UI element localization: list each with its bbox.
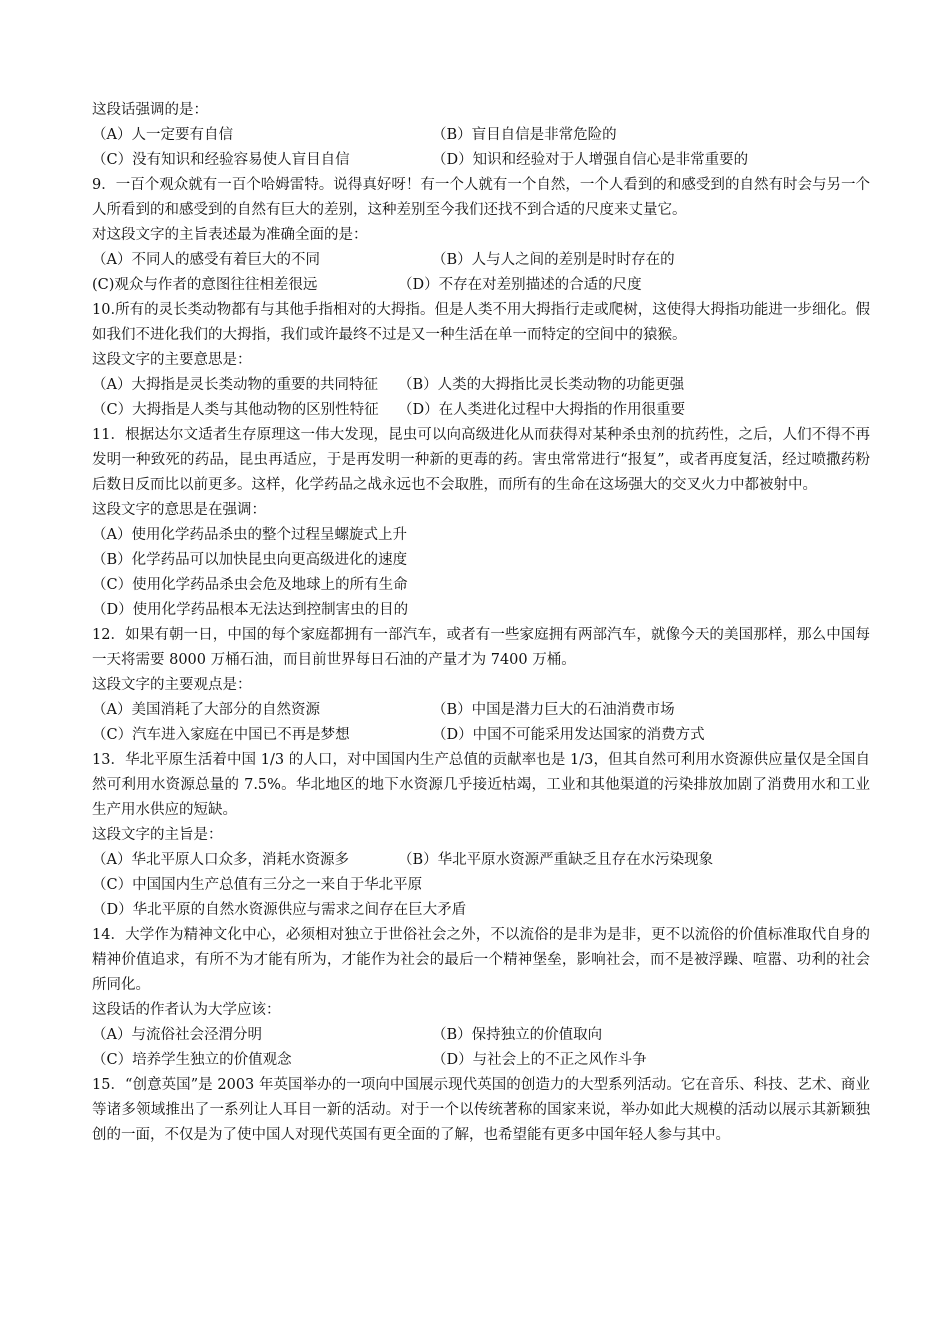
q13-option-c: （C）中国国内生产总值有三分之一来自于华北平原 [92, 877, 423, 893]
q14-options-row-2 [92, 1048, 870, 1073]
q12-options-row-1 [92, 698, 870, 723]
q11-prompt: 这段文字的意思是在强调： [92, 502, 266, 518]
q8-option-d: （D）知识和经验对于人增强自信心是非常重要的 [432, 152, 749, 168]
q14-option-a: （A）与流俗社会泾渭分明 [92, 1027, 262, 1043]
q8-option-b: （B）盲目自信是非常危险的 [432, 127, 617, 143]
q12-option-a: （A）美国消耗了大部分的自然资源 [92, 702, 320, 718]
q9-option-d: （D）不存在对差别描述的合适的尺度 [398, 277, 642, 293]
q13-stem: 13．华北平原生活着中国 1/3 的人口，对中国国内生产总值的贡献率也是 1/3，但其自然可利用水资源供应量仅是全国自然可利用水资源总量的 7.5%。华北地区的地下水资源几乎接近枯竭，工业和其他渠道的污染排放加剧了消费用水和工业生产用水供应的短缺。 [92, 752, 870, 818]
q15-stem: 15．“创意英国”是 2003 年英国举办的一项向中国展示现代英国的创造力的大型系列活动。它在音乐、科技、艺术、商业等诸多领域推出了一系列让人耳目一新的活动。对于一个以传统著称的国家来说，举办如此大规模的活动以展示其新颖独创的一面，不仅是为了使中国人对现代英国有更全面的了解，也希望能有更多中国年轻人参与其中。 [92, 1077, 870, 1143]
q10-option-d: （D）在人类进化过程中大拇指的作用很重要 [398, 402, 686, 418]
q12-stem: 12．如果有朝一日，中国的每个家庭都拥有一部汽车，或者有一些家庭拥有两部汽车，就像今天的美国那样，那么中国每一天将需要 8000 万桶石油，而目前世界每日石油的产量才为 7400 万桶。 [92, 627, 870, 668]
q13-option-a: （A）华北平原人口众多，消耗水资源多 [92, 852, 349, 868]
q10-stem: 10.所有的灵长类动物都有与其他手指相对的大拇指。但是人类不用大拇指行走或爬树，这使得大拇指功能进一步细化。假如我们不进化我们的大拇指，我们或许最终不过是又一种生活在单一而特定的空间中的猿猴。 [92, 302, 870, 343]
q14-option-c: （C）培养学生独立的价值观念 [92, 1052, 292, 1068]
q8-options-row-1 [92, 123, 870, 148]
q13-option-d: （D）华北平原的自然水资源供应与需求之间存在巨大矛盾 [92, 902, 467, 918]
q12-option-d: （D）中国不可能采用发达国家的消费方式 [432, 727, 705, 743]
q9-stem: 9．一百个观众就有一百个哈姆雷特。说得真好呀！有一个人就有一个自然，一个人看到的和感受到的自然有时会与另一个人所看到的和感受到的自然有巨大的差别，这种差别至今我们还找不到合适的尺度来丈量它。 [92, 177, 870, 218]
q14-options-row-1 [92, 1023, 870, 1048]
q9-options-row-2 [92, 273, 870, 298]
q8-options-row-2 [92, 148, 870, 173]
q11-option-c: （C）使用化学药品杀虫会危及地球上的所有生命 [92, 577, 408, 593]
q10-option-b: （B）人类的大拇指比灵长类动物的功能更强 [398, 377, 685, 393]
q13-option-b: （B）华北平原水资源严重缺乏且存在水污染现象 [398, 852, 714, 868]
q11-option-b: （B）化学药品可以加快昆虫向更高级进化的速度 [92, 552, 408, 568]
q12-option-b: （B）中国是潜力巨大的石油消费市场 [432, 702, 675, 718]
q10-options-row-1 [92, 373, 870, 398]
q8-option-c: （C）没有知识和经验容易使人盲目自信 [92, 152, 350, 168]
q10-option-a: （A）大拇指是灵长类动物的重要的共同特征 [92, 377, 378, 393]
q12-options-row-2 [92, 723, 870, 748]
q8-option-a: （A）人一定要有自信 [92, 127, 233, 143]
q9-options-row-1 [92, 248, 870, 273]
q13-options-row-1 [92, 848, 870, 873]
q10-options-row-2 [92, 398, 870, 423]
q9-option-a: （A）不同人的感受有着巨大的不同 [92, 252, 320, 268]
q12-option-c: （C）汽车进入家庭在中国已不再是梦想 [92, 727, 350, 743]
q9-option-c: (C)观众与作者的意图往往相差很远 [92, 277, 318, 293]
q11-option-d: （D）使用化学药品根本无法达到控制害虫的目的 [92, 602, 409, 618]
q14-stem: 14．大学作为精神文化中心，必须相对独立于世俗社会之外，不以流俗的是非为是非，更不以流俗的价值标准取代自身的精神价值追求，有所不为才能有所为，才能作为社会的最后一个精神堡垒，影响社会，而不是被浮躁、喧嚣、功利的社会所同化。 [92, 927, 870, 993]
q8-prompt: 这段话强调的是： [92, 102, 208, 118]
q14-prompt: 这段话的作者认为大学应该： [92, 1002, 281, 1018]
q14-option-b: （B）保持独立的价值取向 [432, 1027, 603, 1043]
q12-prompt: 这段文字的主要观点是： [92, 677, 252, 693]
q11-option-a: （A）使用化学药品杀虫的整个过程呈螺旋式上升 [92, 527, 407, 543]
q10-option-c: （C）大拇指是人类与其他动物的区别性特征 [92, 402, 379, 418]
q14-option-d: （D）与社会上的不正之风作斗争 [432, 1052, 647, 1068]
q9-prompt: 对这段文字的主旨表述最为准确全面的是： [92, 227, 368, 243]
q13-prompt: 这段文字的主旨是： [92, 827, 223, 843]
q10-prompt: 这段文字的主要意思是： [92, 352, 252, 368]
q9-option-b: （B）人与人之间的差别是时时存在的 [432, 252, 675, 268]
q11-stem: 11．根据达尔文适者生存原理这一伟大发现，昆虫可以向高级进化从而获得对某种杀虫剂的抗药性，之后，人们不得不再发明一种致死的药品，昆虫再适应，于是再发明一种新的更毒的药。害虫常常进行“报复”，或者再度复活，经过喷撒药粉后数日反而比以前更多。这样，化学药品之战永远也不会取胜，而所有的生命在这场强大的交叉火力中都被射中。 [92, 427, 870, 493]
